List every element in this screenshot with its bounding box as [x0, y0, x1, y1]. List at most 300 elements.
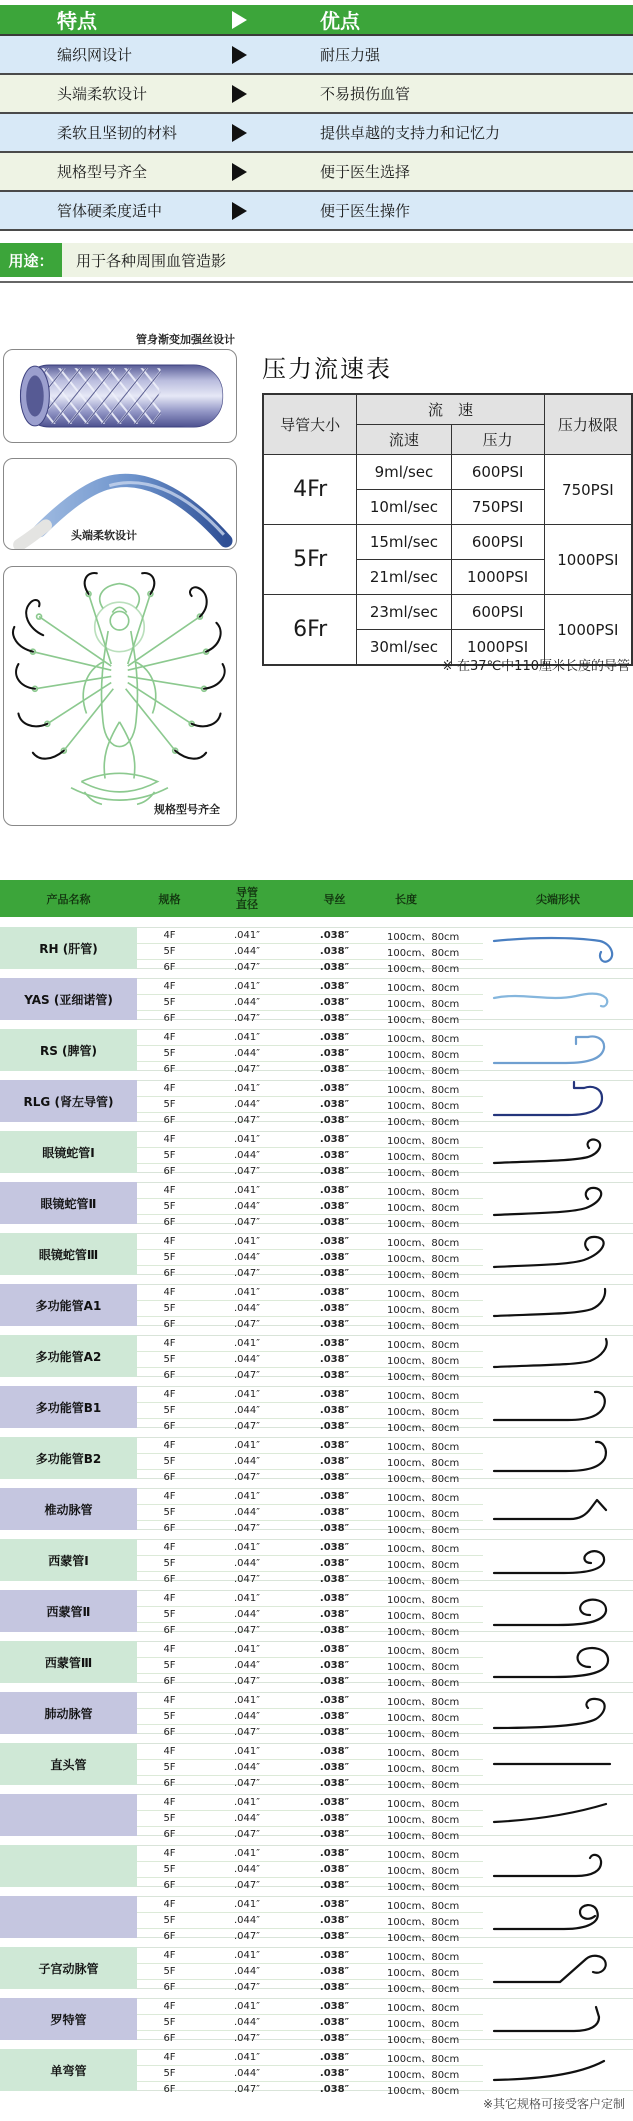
spec-length: 100cm、80cm — [387, 1882, 460, 1893]
spec-diameter: .044″ — [233, 946, 260, 957]
spec-diameter: .047″ — [233, 1370, 260, 1381]
advantage-text: 便于医生操作 — [320, 202, 411, 220]
spec-row — [137, 2031, 483, 2046]
spec-size: 6F — [163, 1370, 176, 1381]
spec-length: 100cm、80cm — [387, 1748, 460, 1759]
pressure-table-note: ※ 在37℃中110厘米长度的导管 — [442, 659, 630, 674]
spec-guidewire: .038″ — [319, 1440, 350, 1451]
pressure-cell: 600PSI — [451, 455, 544, 490]
product-name: 直头管 — [0, 1743, 137, 1785]
spec-guidewire: .038″ — [319, 1523, 350, 1534]
spec-size: 4F — [163, 1083, 176, 1094]
product-row — [0, 1539, 633, 1587]
spec-size: 6F — [163, 1880, 176, 1891]
spec-row — [137, 1148, 483, 1164]
spec-diameter: .047″ — [233, 2033, 260, 2044]
spec-size: 6F — [163, 1727, 176, 1738]
spec-diameter: .044″ — [233, 1711, 260, 1722]
spec-length: 100cm、80cm — [387, 1544, 460, 1555]
spec-guidewire: .038″ — [319, 962, 350, 973]
spec-size: 4F — [163, 1797, 176, 1808]
spec-guidewire: .038″ — [319, 1303, 350, 1314]
tip-shape-icon — [483, 1387, 633, 1427]
product-name: RS (脾管) — [0, 1029, 137, 1071]
product-row — [0, 1284, 633, 1332]
spec-row — [137, 1556, 483, 1572]
spec-guidewire: .038″ — [319, 1848, 350, 1859]
spec-length: 100cm、80cm — [387, 1050, 460, 1061]
product-row — [0, 1131, 633, 1179]
spec-diameter: .044″ — [233, 1303, 260, 1314]
spec-diameter: .041″ — [233, 1491, 260, 1502]
features-header-right: 优点 — [320, 9, 360, 33]
spec-guidewire: .038″ — [319, 1644, 350, 1655]
spec-guidewire: .038″ — [319, 997, 350, 1008]
spec-row — [137, 1878, 483, 1893]
spec-guidewire: .038″ — [319, 1405, 350, 1416]
guanyin-illustration — [4, 567, 236, 825]
spec-guidewire: .038″ — [319, 1829, 350, 1840]
spec-guidewire: .038″ — [319, 1032, 350, 1043]
spec-guidewire: .038″ — [319, 1864, 350, 1875]
spec-size: 5F — [163, 1303, 176, 1314]
spec-diameter: .047″ — [233, 1166, 260, 1177]
spec-guidewire: .038″ — [319, 1115, 350, 1126]
spec-length: 100cm、80cm — [387, 983, 460, 994]
spec-length: 100cm、80cm — [387, 1611, 460, 1622]
spec-size: 6F — [163, 1625, 176, 1636]
spec-length: 100cm、80cm — [387, 1831, 460, 1842]
spec-diameter: .044″ — [233, 1966, 260, 1977]
spec-diameter: .044″ — [233, 1609, 260, 1620]
spec-length: 100cm、80cm — [387, 1952, 460, 1963]
spec-size: 6F — [163, 1166, 176, 1177]
spec-size: 4F — [163, 1134, 176, 1145]
feature-row — [0, 153, 633, 192]
flow-cell: 10ml/sec — [357, 490, 451, 525]
spec-diameter: .044″ — [233, 1201, 260, 1212]
spec-length: 100cm、80cm — [387, 1493, 460, 1504]
spec-length: 100cm、80cm — [387, 932, 460, 943]
spec-row — [137, 960, 483, 975]
spec-row — [137, 1607, 483, 1623]
spec-diameter: .044″ — [233, 1405, 260, 1416]
spec-length: 100cm、80cm — [387, 2070, 460, 2081]
spec-length: 100cm、80cm — [387, 1117, 460, 1128]
spec-diameter: .047″ — [233, 962, 260, 973]
spec-diameter: .047″ — [233, 1064, 260, 1075]
spec-guidewire: .038″ — [319, 1236, 350, 1247]
custom-order-footnote: ※其它规格可接受客户定制 — [482, 2097, 625, 2111]
spec-row — [137, 1234, 483, 1250]
spec-row — [137, 1183, 483, 1199]
feature-text: 头端柔软设计 — [57, 85, 148, 103]
figure-model-range — [3, 566, 237, 826]
figure2-label: 头端柔软设计 — [71, 529, 137, 542]
spec-size: 5F — [163, 1405, 176, 1416]
spec-row — [137, 1046, 483, 1062]
spec-length: 100cm、80cm — [387, 1101, 460, 1112]
spec-diameter: .044″ — [233, 1558, 260, 1569]
product-row — [0, 1335, 633, 1383]
spec-guidewire: .038″ — [319, 1354, 350, 1365]
spec-guidewire: .038″ — [319, 1625, 350, 1636]
spec-guidewire: .038″ — [319, 1150, 350, 1161]
spec-diameter: .041″ — [233, 1338, 260, 1349]
product-row — [0, 1743, 633, 1791]
spec-row — [137, 2050, 483, 2066]
spec-length: 100cm、80cm — [387, 1576, 460, 1587]
spec-guidewire: .038″ — [319, 1048, 350, 1059]
spec-length: 100cm、80cm — [387, 1662, 460, 1673]
spec-row — [137, 928, 483, 944]
spec-diameter: .044″ — [233, 1150, 260, 1161]
spec-row — [137, 2082, 483, 2097]
header-spec: 规格 — [158, 892, 181, 906]
col-header-pressure: 压力 — [451, 425, 544, 455]
tip-shape-icon — [483, 1744, 633, 1784]
spec-diameter: .041″ — [233, 1950, 260, 1961]
spec-row — [137, 1250, 483, 1266]
tip-shape-icon — [483, 1999, 633, 2039]
spec-guidewire: .038″ — [319, 1746, 350, 1757]
spec-guidewire: .038″ — [319, 1542, 350, 1553]
spec-length: 100cm、80cm — [387, 1595, 460, 1606]
product-row — [0, 2049, 633, 2097]
spec-size: 5F — [163, 1915, 176, 1926]
spec-length: 100cm、80cm — [387, 1356, 460, 1367]
spec-row — [137, 1725, 483, 1740]
spec-length: 100cm、80cm — [387, 1764, 460, 1775]
product-row — [0, 1437, 633, 1485]
spec-diameter: .047″ — [233, 1472, 260, 1483]
spec-row — [137, 1215, 483, 1230]
spec-diameter: .044″ — [233, 997, 260, 1008]
product-row — [0, 1641, 633, 1689]
spec-diameter: .044″ — [233, 2068, 260, 2079]
spec-guidewire: .038″ — [319, 1083, 350, 1094]
spec-row — [137, 1419, 483, 1434]
spec-length: 100cm、80cm — [387, 1340, 460, 1351]
tip-shape-icon — [483, 1642, 633, 1682]
spec-row — [137, 1744, 483, 1760]
spec-length: 100cm、80cm — [387, 1015, 460, 1026]
spec-guidewire: .038″ — [319, 1370, 350, 1381]
spec-guidewire: .038″ — [319, 1099, 350, 1110]
spec-diameter: .047″ — [233, 1625, 260, 1636]
tip-shape-icon — [483, 1591, 633, 1631]
spec-size: 5F — [163, 1762, 176, 1773]
feature-text: 柔软且坚韧的材料 — [57, 124, 178, 142]
product-name: 多功能管A2 — [0, 1335, 137, 1377]
spec-diameter: .047″ — [233, 1421, 260, 1432]
spec-diameter: .047″ — [233, 1523, 260, 1534]
feature-row — [0, 75, 633, 114]
spec-row — [137, 1776, 483, 1791]
spec-guidewire: .038″ — [319, 1727, 350, 1738]
tip-shape-icon — [483, 1693, 633, 1733]
product-row — [0, 1029, 633, 1077]
spec-length: 100cm、80cm — [387, 1034, 460, 1045]
tip-shape-icon — [483, 1081, 633, 1121]
spec-size: 6F — [163, 1064, 176, 1075]
spec-row — [137, 1081, 483, 1097]
arrow-right-icon — [232, 163, 247, 181]
advantage-text: 耐压力强 — [320, 46, 381, 64]
advantage-text: 提供卓越的支持力和记忆力 — [320, 124, 501, 142]
spec-diameter: .041″ — [233, 1440, 260, 1451]
spec-row — [137, 1489, 483, 1505]
arrow-right-icon — [232, 124, 247, 142]
spec-row — [137, 1387, 483, 1403]
spec-length: 100cm、80cm — [387, 2035, 460, 2046]
spec-size: 4F — [163, 1899, 176, 1910]
flow-cell: 21ml/sec — [357, 560, 451, 595]
spec-size: 5F — [163, 1507, 176, 1518]
pressure-cell: 600PSI — [451, 595, 544, 630]
product-name: 眼镜蛇管Ⅲ — [0, 1233, 137, 1275]
spec-guidewire: .038″ — [319, 1609, 350, 1620]
spec-row — [137, 1352, 483, 1368]
spec-row — [137, 1693, 483, 1709]
spec-diameter: .047″ — [233, 1676, 260, 1687]
spec-row — [137, 1642, 483, 1658]
spec-length: 100cm、80cm — [387, 1968, 460, 1979]
spec-size: 6F — [163, 1574, 176, 1585]
spec-diameter: .044″ — [233, 1660, 260, 1671]
spec-size: 6F — [163, 1982, 176, 1993]
product-row — [0, 1896, 633, 1944]
spec-size: 5F — [163, 1711, 176, 1722]
pressure-table-title: 压力流速表 — [262, 355, 392, 383]
spec-row — [137, 1948, 483, 1964]
tip-shape-icon — [483, 1540, 633, 1580]
spec-diameter: .041″ — [233, 1185, 260, 1196]
spec-length: 100cm、80cm — [387, 1780, 460, 1791]
spec-diameter: .047″ — [233, 1319, 260, 1330]
spec-length: 100cm、80cm — [387, 1254, 460, 1265]
product-name — [0, 1845, 137, 1887]
spec-size: 4F — [163, 981, 176, 992]
feature-text: 管体硬柔度适中 — [57, 202, 163, 220]
spec-row — [137, 1030, 483, 1046]
spec-guidewire: .038″ — [319, 1201, 350, 1212]
pressure-cell: 600PSI — [451, 525, 544, 560]
limit-cell: 750PSI — [544, 455, 632, 525]
spec-row — [137, 1795, 483, 1811]
spec-length: 100cm、80cm — [387, 1509, 460, 1520]
spec-row — [137, 1897, 483, 1913]
spec-guidewire: .038″ — [319, 1472, 350, 1483]
spec-row — [137, 2066, 483, 2082]
spec-size: 6F — [163, 1523, 176, 1534]
spec-size: 5F — [163, 2068, 176, 2079]
spec-row — [137, 1862, 483, 1878]
tip-shape-icon — [483, 1132, 633, 1172]
spec-size: 5F — [163, 1048, 176, 1059]
spec-guidewire: .038″ — [319, 1574, 350, 1585]
feature-row — [0, 192, 633, 231]
tip-shape-icon — [483, 1897, 633, 1937]
spec-row — [137, 1846, 483, 1862]
spec-row — [137, 1317, 483, 1332]
spec-row — [137, 1403, 483, 1419]
spec-row — [137, 1336, 483, 1352]
spec-size: 5F — [163, 1099, 176, 1110]
size-cell: 6Fr — [263, 595, 357, 666]
spec-length: 100cm、80cm — [387, 1168, 460, 1179]
spec-length: 100cm、80cm — [387, 1627, 460, 1638]
spec-length: 100cm、80cm — [387, 1423, 460, 1434]
product-name: 多功能管B1 — [0, 1386, 137, 1428]
spec-guidewire: .038″ — [319, 2052, 350, 2063]
product-name: 椎动脉管 — [0, 1488, 137, 1530]
pressure-cell: 1000PSI — [451, 560, 544, 595]
tip-shape-icon — [483, 1030, 633, 1070]
spec-row — [137, 1132, 483, 1148]
spec-size: 6F — [163, 1268, 176, 1279]
spec-row — [137, 1113, 483, 1128]
product-row — [0, 1998, 633, 2046]
tip-shape-icon — [483, 1438, 633, 1478]
spec-diameter: .044″ — [233, 1813, 260, 1824]
product-row — [0, 1794, 633, 1842]
usage-text: 用于各种周围血管造影 — [76, 251, 227, 270]
spec-guidewire: .038″ — [319, 1931, 350, 1942]
spec-row — [137, 1572, 483, 1587]
spec-length: 100cm、80cm — [387, 1442, 460, 1453]
spec-diameter: .047″ — [233, 1217, 260, 1228]
tip-shape-icon — [483, 2050, 633, 2090]
spec-row — [137, 979, 483, 995]
spec-diameter: .047″ — [233, 1931, 260, 1942]
spec-size: 4F — [163, 1185, 176, 1196]
product-row — [0, 1080, 633, 1128]
pressure-flow-table — [262, 393, 633, 666]
spec-guidewire: .038″ — [319, 1389, 350, 1400]
spec-row — [137, 1454, 483, 1470]
product-name: 肺动脉管 — [0, 1692, 137, 1734]
spec-length: 100cm、80cm — [387, 1525, 460, 1536]
spec-length: 100cm、80cm — [387, 1713, 460, 1724]
spec-row — [137, 1438, 483, 1454]
spec-row — [137, 1199, 483, 1215]
spec-size: 6F — [163, 2033, 176, 2044]
spec-size: 4F — [163, 2052, 176, 2063]
spec-diameter: .041″ — [233, 1236, 260, 1247]
arrow-right-icon — [232, 46, 247, 64]
spec-length: 100cm、80cm — [387, 1678, 460, 1689]
spec-row — [137, 1301, 483, 1317]
spec-length: 100cm、80cm — [387, 1187, 460, 1198]
spec-diameter: .047″ — [233, 1982, 260, 1993]
spec-guidewire: .038″ — [319, 1456, 350, 1467]
product-name — [0, 1896, 137, 1938]
spec-guidewire: .038″ — [319, 1287, 350, 1298]
spec-row — [137, 1999, 483, 2015]
spec-length: 100cm、80cm — [387, 1799, 460, 1810]
spec-length: 100cm、80cm — [387, 999, 460, 1010]
spec-length: 100cm、80cm — [387, 1815, 460, 1826]
header-tip-shape: 尖端形状 — [536, 892, 580, 906]
spec-row — [137, 1964, 483, 1980]
spec-row — [137, 1827, 483, 1842]
product-row — [0, 1233, 633, 1281]
spec-row — [137, 1285, 483, 1301]
product-name: 西蒙管Ⅲ — [0, 1641, 137, 1683]
spec-guidewire: .038″ — [319, 1778, 350, 1789]
product-row — [0, 1947, 633, 1995]
spec-guidewire: .038″ — [319, 1695, 350, 1706]
spec-size: 6F — [163, 1829, 176, 1840]
product-row — [0, 978, 633, 1026]
product-name: 西蒙管Ⅰ — [0, 1539, 137, 1581]
spec-guidewire: .038″ — [319, 1252, 350, 1263]
spec-row — [137, 1811, 483, 1827]
spec-guidewire: .038″ — [319, 930, 350, 941]
spec-diameter: .041″ — [233, 1797, 260, 1808]
spec-size: 5F — [163, 1252, 176, 1263]
spec-diameter: .041″ — [233, 1746, 260, 1757]
product-name: 多功能管B2 — [0, 1437, 137, 1479]
spec-length: 100cm、80cm — [387, 2054, 460, 2065]
tip-shape-icon — [483, 928, 633, 968]
product-name: 多功能管A1 — [0, 1284, 137, 1326]
spec-row — [137, 1505, 483, 1521]
features-table — [0, 5, 633, 231]
spec-diameter: .041″ — [233, 1134, 260, 1145]
spec-guidewire: .038″ — [319, 1268, 350, 1279]
features-header-left: 特点 — [57, 9, 97, 33]
product-name: 眼镜蛇管Ⅱ — [0, 1182, 137, 1224]
tip-shape-icon — [483, 1948, 633, 1988]
spec-length: 100cm、80cm — [387, 2086, 460, 2097]
product-row — [0, 1488, 633, 1536]
spec-size: 6F — [163, 1421, 176, 1432]
spec-length: 100cm、80cm — [387, 1697, 460, 1708]
spec-row — [137, 1591, 483, 1607]
spec-diameter: .044″ — [233, 1252, 260, 1263]
spec-length: 100cm、80cm — [387, 1136, 460, 1147]
spec-size: 4F — [163, 1236, 176, 1247]
spec-guidewire: .038″ — [319, 1813, 350, 1824]
spec-size: 4F — [163, 930, 176, 941]
spec-row — [137, 1266, 483, 1281]
spec-row — [137, 1097, 483, 1113]
product-row — [0, 1692, 633, 1740]
product-row — [0, 1590, 633, 1638]
spec-diameter: .047″ — [233, 1013, 260, 1024]
spec-row — [137, 995, 483, 1011]
spec-size: 4F — [163, 1032, 176, 1043]
usage-label: 用途： — [0, 243, 62, 277]
figure1-label: 管身渐变加强丝设计 — [136, 333, 235, 346]
tip-shape-icon — [483, 979, 633, 1019]
spec-diameter: .041″ — [233, 930, 260, 941]
spec-diameter: .044″ — [233, 1762, 260, 1773]
spec-guidewire: .038″ — [319, 1421, 350, 1432]
spec-length: 100cm、80cm — [387, 1152, 460, 1163]
tip-shape-icon — [483, 1846, 633, 1886]
spec-size: 6F — [163, 962, 176, 973]
spec-row — [137, 1540, 483, 1556]
product-name: 罗特管 — [0, 1998, 137, 2040]
spec-diameter: .047″ — [233, 1268, 260, 1279]
tip-shape-icon — [483, 1183, 633, 1223]
header-catheter-diameter: 导管直径 — [236, 885, 258, 911]
spec-diameter: .041″ — [233, 1083, 260, 1094]
spec-size: 6F — [163, 1013, 176, 1024]
